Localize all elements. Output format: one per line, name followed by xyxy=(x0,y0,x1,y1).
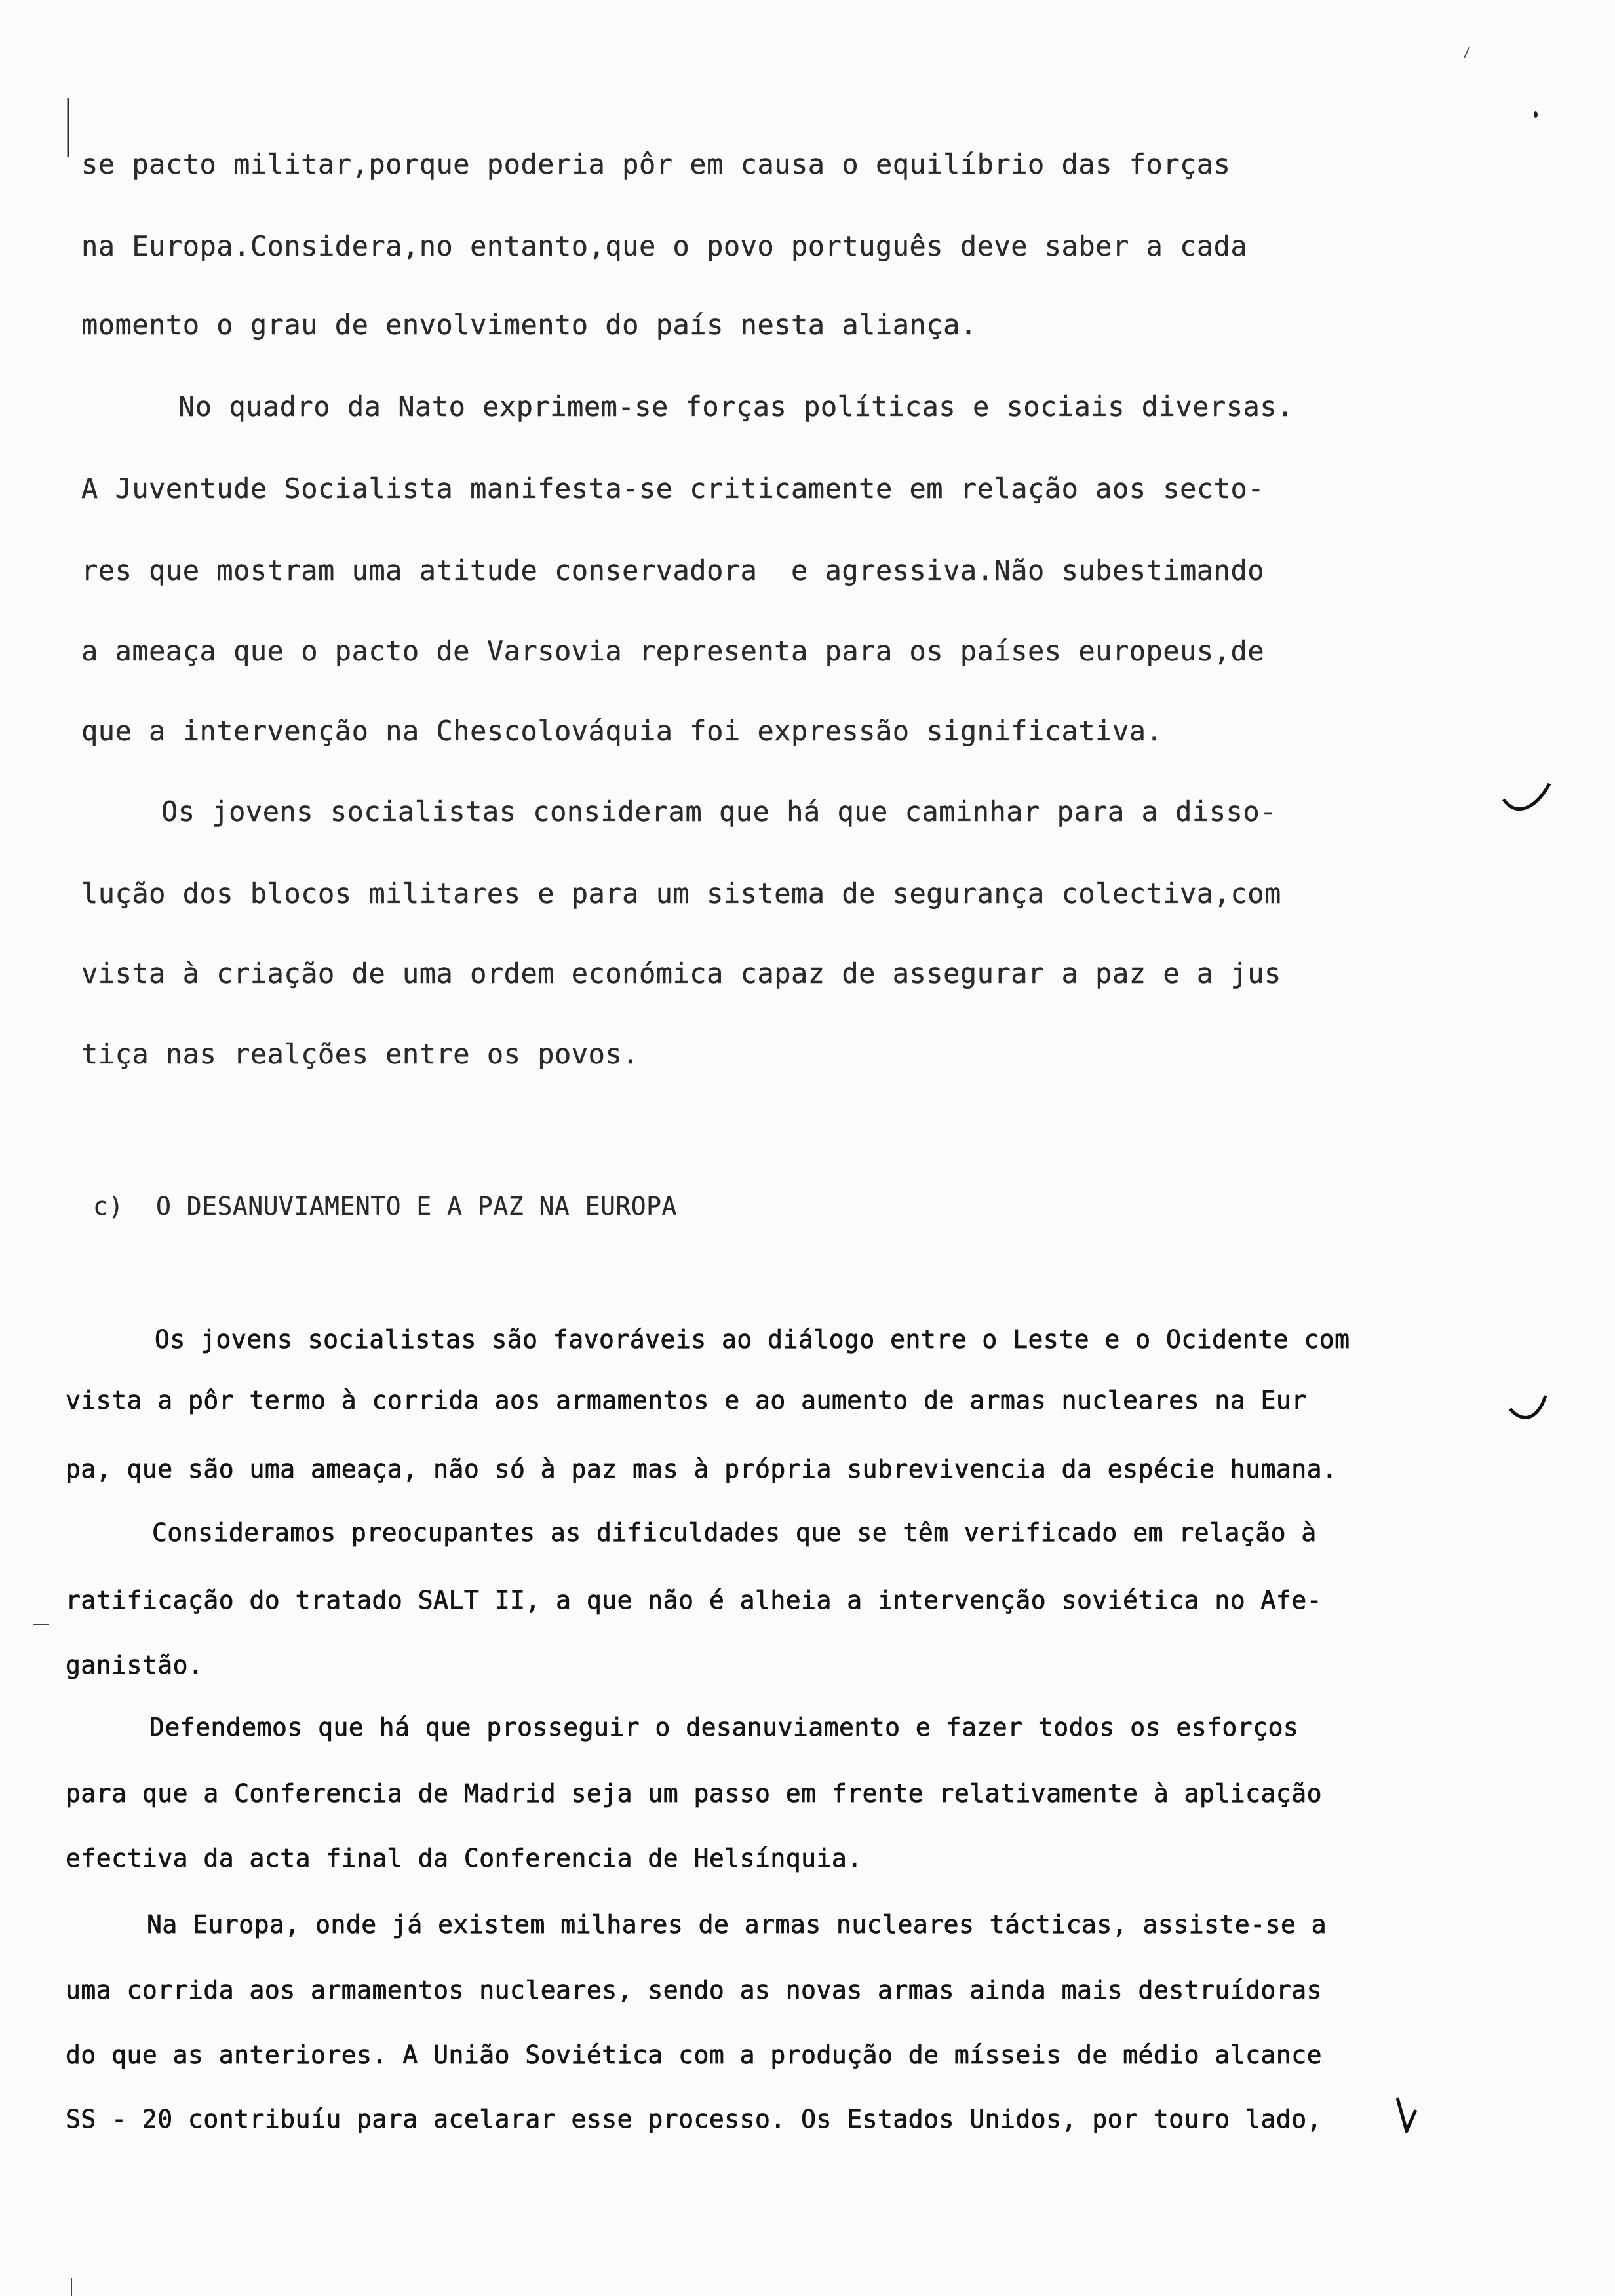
text-line: A Juventude Socialista manifesta-se criticamente em relação aos secto- xyxy=(81,472,1265,505)
text-line: momento o grau de envolvimento do país nesta aliança. xyxy=(81,309,977,341)
left-margin-rule xyxy=(66,98,71,157)
text-line: res que mostram uma atitude conservadora e agressiva.Não subestimando xyxy=(81,554,1265,586)
section-title: O DESANUVIAMENTO E A PAZ NA EUROPA xyxy=(156,1192,677,1221)
text-line: Os jovens socialistas consideram que há que caminhar para a disso- xyxy=(161,795,1277,828)
insertion-caret-mark xyxy=(1393,2097,1420,2133)
text-line: Os jovens socialistas são favoráveis ao diálogo entre o Leste e o Ocidente com xyxy=(155,1325,1350,1354)
text-line: ratificação do tratado SALT II, a que não é alheia a intervenção soviética no Afe- xyxy=(66,1586,1322,1615)
text-line: ganistão. xyxy=(66,1651,204,1679)
text-line: Defendemos que há que prosseguir o desanuviamento e fazer todos os esforços xyxy=(149,1713,1299,1742)
bottom-left-tick xyxy=(69,2278,73,2296)
top-right-tick-mark xyxy=(1463,46,1471,59)
text-line: pa, que são uma ameaça, não só à paz mas à própria subrevivencia da espécie humana. xyxy=(66,1455,1338,1483)
text-line: uma corrida aos armamentos nucleares, sendo as novas armas ainda mais destruídoras xyxy=(66,1976,1322,2004)
text-line: SS - 20 contribuíu para acelarar esse processo. Os Estados Unidos, por touro lado, xyxy=(66,2105,1322,2133)
left-margin-dash xyxy=(33,1622,49,1626)
text-line: se pacto militar,porque poderia pôr em causa o equilíbrio das forças xyxy=(81,148,1231,180)
text-line: No quadro da Nato exprimem-se forças políticas e sociais diversas. xyxy=(178,391,1294,423)
text-line: Na Europa, onde já existem milhares de armas nucleares tácticas, assiste-se a xyxy=(147,1910,1327,1939)
text-line: na Europa.Considera,no entanto,que o povo português deve saber a cada xyxy=(81,230,1248,262)
text-line: para que a Conferencia de Madrid seja um passo em frente relativamente à aplicação xyxy=(66,1779,1322,1808)
text-line: efectiva da acta final da Conferencia de Helsínquia. xyxy=(66,1844,863,1873)
text-line: vista a pôr termo à corrida aos armamentos e ao aumento de armas nucleares na Eur xyxy=(66,1386,1307,1415)
correction-curve-mark xyxy=(1501,780,1553,819)
text-line: que a intervenção na Chescolováquia foi expressão significativa. xyxy=(81,715,1163,747)
correction-curve-mark-lower xyxy=(1508,1389,1553,1428)
text-line: Consideramos preocupantes as dificuldades que se têm verificado em relação à xyxy=(152,1518,1317,1547)
text-line: a ameaça que o pacto de Varsovia representa para os países europeus,de xyxy=(81,635,1265,667)
text-line: vista à criação de uma ordem económica capaz de assegurar a paz e a jus xyxy=(81,957,1281,989)
section-label: c) xyxy=(93,1192,124,1221)
text-line: tiça nas realções entre os povos. xyxy=(81,1038,639,1070)
text-line: do que as anteriores. A União Soviética com a produção de mísseis de médio alcance xyxy=(66,2040,1322,2069)
top-right-dot-mark xyxy=(1532,110,1539,119)
text-line: lução dos blocos militares e para um sistema de segurança colectiva,com xyxy=(81,877,1281,909)
